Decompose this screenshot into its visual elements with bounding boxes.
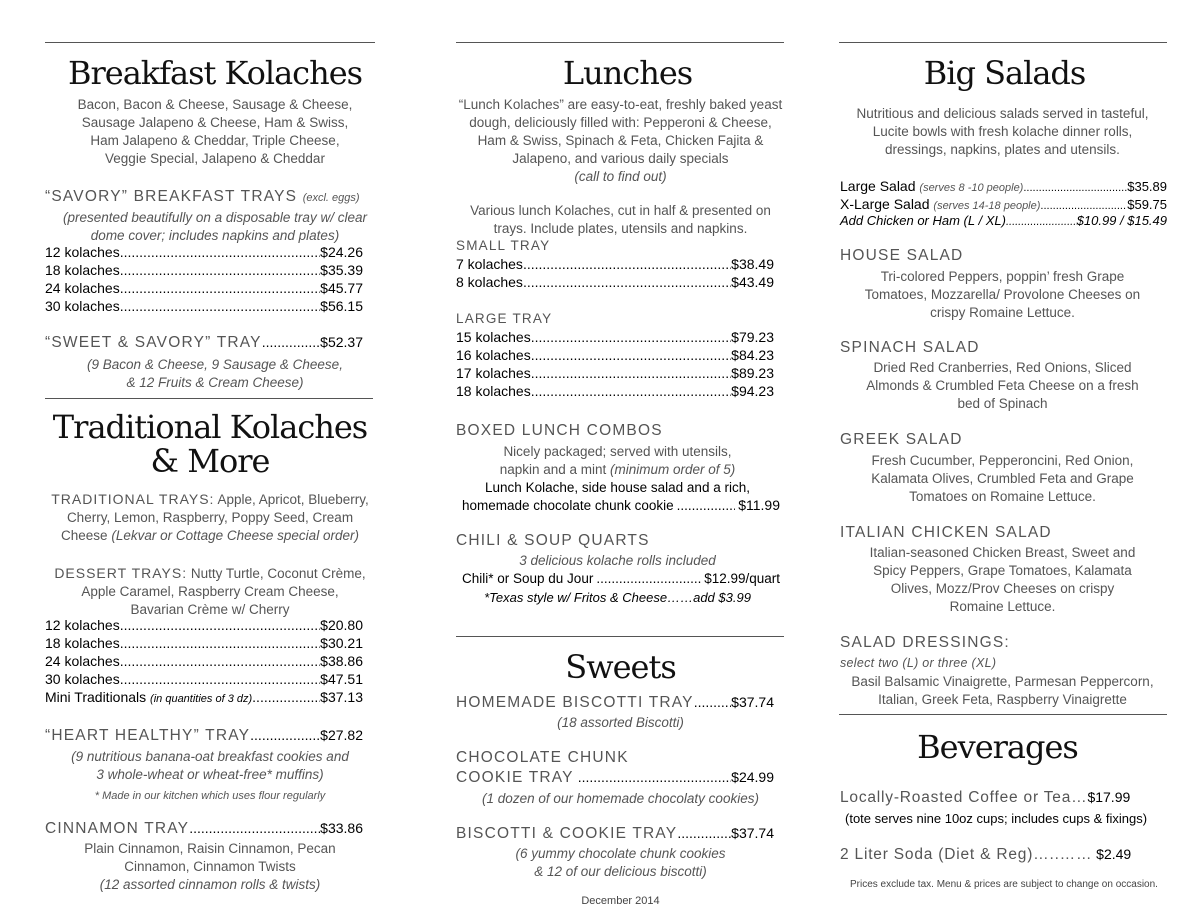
price-line xyxy=(45,671,363,689)
item-label: 7 kolaches xyxy=(456,256,523,272)
xlarge-salad-line xyxy=(840,196,1167,214)
leader-dots xyxy=(1006,216,1077,228)
desc-line: Fresh Cucumber, Pepperoncini, Red Onion, xyxy=(871,453,1134,468)
divider xyxy=(456,636,784,637)
item-label: 24 kolaches xyxy=(45,280,120,296)
divider xyxy=(839,714,1167,715)
chocolate-chunk-heading: CHOCOLATE CHUNK xyxy=(456,749,629,766)
item-label: 8 kolaches xyxy=(456,274,523,290)
desc-line: Olives, Mozz/Prov Cheeses on crispy xyxy=(890,581,1115,596)
breakfast-title: Breakfast Kolaches xyxy=(67,54,363,92)
desc-line: Veggie Special, Jalapeno & Cheddar xyxy=(105,151,325,166)
item-label: 30 kolaches xyxy=(45,671,120,687)
leader-dots xyxy=(1023,182,1127,194)
spinach-salad-description xyxy=(830,359,1175,413)
divider xyxy=(45,398,373,399)
desc-line: Cinnamon, Cinnamon Twists xyxy=(124,859,296,874)
leader-dots xyxy=(523,274,731,290)
item-price: $79.23 xyxy=(731,329,774,345)
sweets-title: Sweets xyxy=(565,648,676,686)
desc-line: Italian, Greek Feta, Raspberry Vinaigrette xyxy=(878,692,1127,707)
item-price: $35.89 xyxy=(1127,179,1167,194)
item-label: 18 kolaches xyxy=(45,635,120,651)
heading-text: “SAVORY” BREAKFAST TRAYS xyxy=(45,188,298,205)
item-price: $45.77 xyxy=(320,280,363,296)
beverages-title: Beverages xyxy=(917,728,1078,766)
divider xyxy=(839,42,1167,43)
heart-healthy-description xyxy=(40,748,380,784)
item-price: $20.80 xyxy=(320,617,363,633)
desc-line: Ham & Swiss, Spinach & Feta, Chicken Fajita & xyxy=(477,133,764,148)
desc-line: & 12 Fruits & Cream Cheese) xyxy=(126,375,304,390)
item-note: (in quantities of 3 dz) xyxy=(150,693,253,705)
leader-dots xyxy=(120,280,320,296)
desc-line: Tomatoes, Mozzarella/ Provolone Cheeses on xyxy=(864,287,1141,302)
leader-dots xyxy=(120,653,320,669)
item-price: $27.82 xyxy=(320,727,363,743)
desc-text: napkin and a mint xyxy=(499,462,611,477)
heading-text: HOMEMADE BISCOTTI TRAY xyxy=(456,694,694,711)
boxed-lunch-heading: BOXED LUNCH COMBOS xyxy=(456,422,663,439)
item-note: (serves 8 -10 people) xyxy=(919,182,1024,194)
item-price: $37.74 xyxy=(731,694,774,710)
heading-text: BISCOTTI & COOKIE TRAY xyxy=(456,825,678,842)
desc-line: (call to find out) xyxy=(574,169,667,184)
item-price: $24.99 xyxy=(731,769,774,785)
leader-dots xyxy=(596,571,701,586)
price-line xyxy=(45,635,363,653)
leader-dots xyxy=(1040,200,1127,212)
desc-line: Plain Cinnamon, Raisin Cinnamon, Pecan xyxy=(84,841,336,856)
desc-line: 3 whole-wheat or wheat-free* muffins) xyxy=(96,767,324,782)
chili-soup-heading: CHILI & SOUP QUARTS xyxy=(456,532,650,549)
sweet-savory-description xyxy=(45,356,385,392)
desc-line: (9 nutritious banana-oat breakfast cookies and xyxy=(71,749,349,764)
item-price: $84.23 xyxy=(731,347,774,363)
desc-line: Lunch Kolache, side house salad and a rich, xyxy=(485,480,750,495)
price-line xyxy=(456,274,774,292)
chocolate-chunk-line xyxy=(456,769,774,787)
breakfast-description xyxy=(45,96,385,168)
desc-line: Sausage Jalapeno & Cheese, Ham & Swiss, xyxy=(81,115,349,130)
item-price: $10.99 / $15.49 xyxy=(1076,213,1167,228)
item-label: X-Large Salad xyxy=(840,196,930,212)
dressing-note: select two (L) or three (XL) xyxy=(840,656,997,670)
item-label: 12 kolaches xyxy=(45,244,120,260)
salads-description xyxy=(830,105,1175,159)
desc-line: Bavarian Crème w/ Cherry xyxy=(130,602,290,617)
item-label: Chili* or Soup du Jour xyxy=(462,571,594,586)
coffee-note: (tote serves nine 10oz cups; includes cups & fixings) xyxy=(845,811,1148,826)
item-price: $56.15 xyxy=(320,298,363,314)
add-chicken-line xyxy=(840,213,1167,231)
title-line: Traditional Kolaches xyxy=(52,408,368,446)
desc-line: Tomatoes on Romaine Lettuce. xyxy=(909,489,1096,504)
desc-line: Tri-colored Peppers, poppin’ fresh Grape xyxy=(880,269,1125,284)
desc-line: crispy Romaine Lettuce. xyxy=(930,305,1075,320)
leader-dots xyxy=(531,365,731,381)
item-label: 17 kolaches xyxy=(456,365,531,381)
item-label: 18 kolaches xyxy=(45,262,120,278)
leader-dots xyxy=(677,825,731,841)
item-label: Add Chicken or Ham (L / XL) xyxy=(840,213,1006,228)
desc-line: (9 Bacon & Cheese, 9 Sausage & Cheese, xyxy=(87,357,343,372)
disclaimer: Prices exclude tax. Menu & prices are subject to change on occasion. xyxy=(850,879,1158,890)
leader-dots xyxy=(531,383,731,399)
spinach-salad-heading: SPINACH SALAD xyxy=(840,339,980,356)
item-price: $52.37 xyxy=(320,334,363,350)
item-label: 16 kolaches xyxy=(456,347,531,363)
leader-dots xyxy=(120,635,320,651)
boxed-lunch-description xyxy=(445,443,790,497)
greek-salad-heading: GREEK SALAD xyxy=(840,431,963,448)
leader-dots xyxy=(694,694,731,710)
desc-line: Dried Red Cranberries, Red Onions, Sliced xyxy=(873,360,1132,375)
price-line xyxy=(456,365,774,383)
item-label: Large Salad xyxy=(840,178,916,194)
footer-date: December 2014 xyxy=(581,895,660,907)
desc-line: Italian-seasoned Chicken Breast, Sweet and xyxy=(869,545,1136,560)
leader-dots xyxy=(120,262,320,278)
desc-text: (Lekvar or Cottage Cheese special order) xyxy=(111,528,359,543)
item-price: $24.26 xyxy=(320,244,363,260)
desc-line: Apple Caramel, Raspberry Cream Cheese, xyxy=(81,584,339,599)
lunches-title: Lunches xyxy=(562,54,693,92)
leader-dots xyxy=(120,671,320,687)
price-line xyxy=(45,280,363,298)
item-price: $17.99 xyxy=(1087,789,1131,805)
soda-line xyxy=(840,846,1167,864)
heading-text: COOKIE TRAY xyxy=(456,769,574,786)
heading-text: “HEART HEALTHY” TRAY xyxy=(45,727,251,744)
price-line xyxy=(45,653,363,671)
item-price: $89.23 xyxy=(731,365,774,381)
item-label: 30 kolaches xyxy=(45,298,120,314)
mini-traditionals-line xyxy=(45,689,363,707)
chili-soup-price-line xyxy=(462,571,780,589)
leader-dots xyxy=(531,347,731,363)
price-line xyxy=(456,347,774,365)
desc-line: bed of Spinach xyxy=(957,396,1048,411)
leader-dots xyxy=(252,689,320,705)
lunches-description xyxy=(448,96,793,186)
heading-text: 2 Liter Soda (Diet & Reg)…..…… xyxy=(840,846,1093,863)
item-price: $35.39 xyxy=(320,262,363,278)
item-label: homemade chocolate chunk cookie xyxy=(462,498,674,513)
dressings-description xyxy=(830,673,1175,709)
large-salad-line xyxy=(840,178,1167,196)
leader-dots xyxy=(578,769,731,785)
desc-line: Ham Jalapeno & Cheddar, Triple Cheese, xyxy=(90,133,340,148)
house-salad-description xyxy=(830,268,1175,322)
desc-line: & 12 of our delicious biscotti) xyxy=(534,864,707,879)
desc-line: Jalapeno, and various daily specials xyxy=(512,151,729,166)
sweet-savory-tray-line xyxy=(45,334,363,352)
italian-salad-description xyxy=(830,544,1175,616)
cinnamon-tray-line xyxy=(45,820,363,838)
desc-line: dressings, napkins, plates and utensils. xyxy=(885,142,1120,157)
leader-dots xyxy=(250,727,320,743)
salad-dressings-heading: SALAD DRESSINGS: xyxy=(840,634,1010,651)
desc-line: “Lunch Kolaches” are easy-to-eat, freshly baked yeast xyxy=(458,97,783,112)
heading-text: “SWEET & SAVORY” TRAY xyxy=(45,334,262,351)
item-price: $2.49 xyxy=(1096,846,1132,862)
desc-line: Bacon, Bacon & Cheese, Sausage & Cheese, xyxy=(77,97,353,112)
savory-trays-heading xyxy=(45,188,360,206)
greek-salad-description xyxy=(830,452,1175,506)
desc-line: Kalamata Olives, Crumbled Feta and Grape xyxy=(871,471,1134,486)
large-tray-heading: LARGE TRAY xyxy=(456,311,553,326)
small-tray-heading: SMALL TRAY xyxy=(456,238,551,253)
heart-healthy-note: * Made in our kitchen which uses flour regularly xyxy=(94,790,326,802)
lunches-trays-description xyxy=(448,202,793,238)
biscotti-cookie-description xyxy=(448,845,793,881)
heading-text: CINNAMON TRAY xyxy=(45,820,190,837)
desc-line: (6 yummy chocolate chunk cookies xyxy=(515,846,726,861)
leader-dots xyxy=(677,498,736,513)
desc-line: Lucite bowls with fresh kolache dinner rolls, xyxy=(872,124,1133,139)
desc-line: (presented beautifully on a disposable tray w/ clear xyxy=(63,210,367,225)
item-label: 12 kolaches xyxy=(45,617,120,633)
item-price: $37.74 xyxy=(731,825,774,841)
leader-dots xyxy=(120,298,320,314)
desc-text: Nutty Turtle, Coconut Crème, xyxy=(187,566,366,581)
desc-line: dough, deliciously filled with: Pepperoni & Cheese, xyxy=(469,115,772,130)
chocolate-chunk-description: (1 dozen of our homemade chocolaty cookies) xyxy=(482,791,759,806)
inline-heading: DESSERT TRAYS: xyxy=(54,565,188,581)
traditional-title xyxy=(40,410,380,478)
item-price: $37.13 xyxy=(320,689,363,705)
inline-heading: TRADITIONAL TRAYS: xyxy=(51,491,215,507)
desc-line: Nicely packaged; served with utensils, xyxy=(503,444,732,459)
chili-soup-description: 3 delicious kolache rolls included xyxy=(519,553,716,568)
leader-dots xyxy=(120,617,320,633)
desc-line: trays. Include plates, utensils and napkins. xyxy=(493,221,748,236)
house-salad-heading: HOUSE SALAD xyxy=(840,247,964,264)
desc-text: (minimum order of 5) xyxy=(610,462,736,477)
dessert-trays-description xyxy=(40,564,380,619)
item-price: $47.51 xyxy=(320,671,363,687)
item-price: $33.86 xyxy=(320,820,363,836)
biscotti-description: (18 assorted Biscotti) xyxy=(557,715,684,730)
desc-line: Cherry, Lemon, Raspberry, Poppy Seed, Cream xyxy=(66,510,354,525)
heading-text: Locally-Roasted Coffee or Tea… xyxy=(840,789,1088,806)
item-label: 18 kolaches xyxy=(456,383,531,399)
desc-line: dome cover; includes napkins and plates) xyxy=(90,228,340,243)
desc-line: Spicy Peppers, Grape Tomatoes, Kalamata xyxy=(873,563,1132,578)
heading-note: (excl. eggs) xyxy=(302,192,360,204)
item-price: $59.75 xyxy=(1127,197,1167,212)
divider xyxy=(45,42,375,43)
leader-dots xyxy=(523,256,731,272)
leader-dots xyxy=(531,329,731,345)
price-line xyxy=(456,383,774,401)
item-label: 24 kolaches xyxy=(45,653,120,669)
item-price: $38.86 xyxy=(320,653,363,669)
desc-line: Nutritious and delicious salads served in tasteful, xyxy=(856,106,1149,121)
item-label: Mini Traditionals xyxy=(45,689,147,705)
savory-trays-description xyxy=(45,209,385,245)
biscotti-cookie-line xyxy=(456,825,774,843)
item-price: $12.99/quart xyxy=(704,571,780,586)
item-price: $30.21 xyxy=(320,635,363,651)
biscotti-tray-line xyxy=(456,694,774,712)
price-line xyxy=(45,244,363,262)
price-line xyxy=(456,329,774,347)
item-price: $94.23 xyxy=(731,383,774,399)
heart-healthy-line xyxy=(45,727,363,745)
price-line xyxy=(45,298,363,316)
item-note: (serves 14-18 people) xyxy=(933,200,1041,212)
salads-title: Big Salads xyxy=(923,54,1086,92)
desc-text: Cheese xyxy=(61,528,112,543)
coffee-line xyxy=(840,789,1167,807)
traditional-trays-description xyxy=(40,490,380,545)
item-price: $43.49 xyxy=(731,274,774,290)
price-line xyxy=(45,617,363,635)
desc-text: Apple, Apricot, Blueberry, xyxy=(214,492,369,507)
desc-line: Various lunch Kolaches, cut in half & presented on xyxy=(470,203,771,218)
chili-note: *Texas style w/ Fritos & Cheese……add $3.99 xyxy=(484,590,751,605)
cinnamon-tray-description xyxy=(40,840,380,894)
price-line xyxy=(45,262,363,280)
boxed-lunch-price-line xyxy=(462,497,780,515)
item-price: $38.49 xyxy=(731,256,774,272)
item-label: 15 kolaches xyxy=(456,329,531,345)
desc-line: Basil Balsamic Vinaigrette, Parmesan Peppercorn, xyxy=(851,674,1154,689)
price-line xyxy=(456,256,774,274)
leader-dots xyxy=(189,820,320,836)
leader-dots xyxy=(120,244,320,260)
desc-line: (12 assorted cinnamon rolls & twists) xyxy=(99,877,321,892)
divider xyxy=(456,42,784,43)
leader-dots xyxy=(262,334,320,350)
italian-salad-heading: ITALIAN CHICKEN SALAD xyxy=(840,524,1052,541)
item-price: $11.99 xyxy=(738,497,780,513)
desc-line: Almonds & Crumbled Feta Cheese on a fresh xyxy=(866,378,1139,393)
title-line: & More xyxy=(150,442,270,480)
desc-line: Romaine Lettuce. xyxy=(949,599,1056,614)
